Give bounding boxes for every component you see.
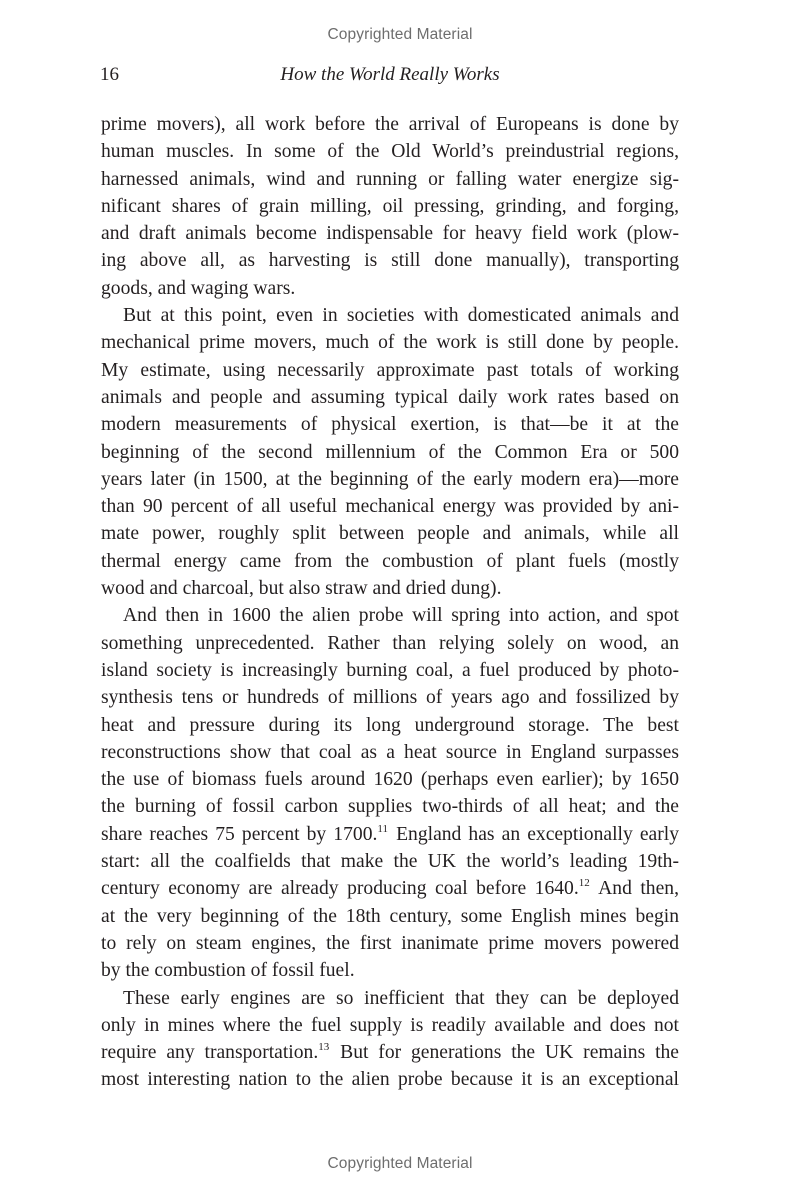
text-line: ing above all, as harvesting is still done manually), transporting (101, 250, 679, 272)
text-line: wood and charcoal, but also straw and dried dung). (101, 578, 502, 600)
page-number: 16 (100, 64, 119, 85)
text-run: share reaches 75 percent by 1700. (101, 823, 378, 845)
text-line: most interesting nation to the alien probe because it is an exceptional (101, 1069, 679, 1091)
copyright-watermark-bottom: Copyrighted Material (327, 1155, 473, 1172)
text-line (101, 821, 679, 848)
paragraph (101, 302, 679, 602)
text-run: But for generations the UK remains the (330, 1042, 680, 1064)
text-line: at the very beginning of the 18th century, some English mines begin (101, 905, 679, 927)
text-line: years later (in 1500, at the beginning of the early modern era)—more (101, 468, 679, 490)
text-line: And then in 1600 the alien probe will spring into action, and spot (123, 605, 679, 627)
text-line: and draft animals become indispensable for heavy field work (plow- (101, 223, 679, 245)
text-line: the burning of fossil carbon supplies two-thirds of all heat; and the (101, 796, 679, 818)
footnote-ref-12[interactable]: 12 (578, 877, 590, 890)
text-line: prime movers), all work before the arrival of Europeans is done by (101, 114, 679, 135)
text-line: by the combustion of fossil fuel. (101, 960, 355, 982)
text-line: These early engines are so inefficient that they can be deployed (123, 987, 679, 1009)
paragraph (101, 111, 679, 302)
footnote-ref-11[interactable]: 11 (377, 822, 388, 835)
text-line: nificant shares of grain milling, oil pressing, grinding, and forging, (101, 195, 679, 217)
text-line: island society is increasingly burning coal, a fuel produced by photo- (101, 659, 679, 681)
text-run: century economy are already producing coal before 1640. (101, 878, 579, 900)
copyright-watermark-top: Copyrighted Material (327, 26, 473, 43)
text-line: mechanical prime movers, much of the work is still done by people. (101, 332, 679, 354)
text-line: synthesis tens or hundreds of millions of years ago and fossilized by (101, 687, 679, 709)
text-run: And then, (590, 878, 679, 900)
text-run: England has an exceptionally early (388, 823, 679, 845)
text-line: to rely on steam engines, the first inanimate prime movers powered (101, 932, 679, 954)
running-head (100, 64, 680, 92)
text-line: goods, and waging wars. (101, 277, 296, 299)
text-line: something unprecedented. Rather than relying solely on wood, an (101, 632, 679, 654)
text-line: thermal energy came from the combustion of plant fuels (mostly (101, 550, 679, 572)
text-line: modern measurements of physical exertion, is that—be it at the (101, 414, 679, 436)
text-line: human muscles. In some of the Old World’s preindustrial regions, (101, 141, 679, 163)
text-line: mate power, roughly split between people and animals, while all (101, 523, 679, 545)
footnote-ref-13[interactable]: 13 (318, 1041, 330, 1054)
text-line: But at this point, even in societies with domesticated animals and (123, 305, 679, 327)
paragraph (101, 985, 679, 1094)
text-line: the use of biomass fuels around 1620 (perhaps even earlier); by 1650 (101, 769, 679, 791)
text-run: require any transportation. (101, 1042, 319, 1064)
text-line: animals and people and assuming typical daily work rates based on (101, 386, 679, 408)
text-line: than 90 percent of all useful mechanical energy was provided by ani- (101, 496, 679, 518)
text-line: start: all the coalfields that make the UK the world’s leading 19th- (101, 851, 679, 873)
text-line (101, 1039, 679, 1066)
text-line: reconstructions show that coal as a heat source in England surpasses (101, 741, 679, 763)
book-title: How the World Really Works (280, 64, 500, 85)
body-text (101, 111, 679, 1094)
text-line (101, 875, 679, 902)
text-line: My estimate, using necessarily approximate past totals of working (101, 359, 679, 381)
text-line: beginning of the second millennium of the Common Era or 500 (101, 441, 679, 463)
text-line: heat and pressure during its long underground storage. The best (101, 714, 679, 736)
text-line: only in mines where the fuel supply is readily available and does not (101, 1014, 679, 1036)
paragraph (101, 602, 679, 984)
text-line: harnessed animals, wind and running or falling water energize sig- (101, 168, 679, 190)
